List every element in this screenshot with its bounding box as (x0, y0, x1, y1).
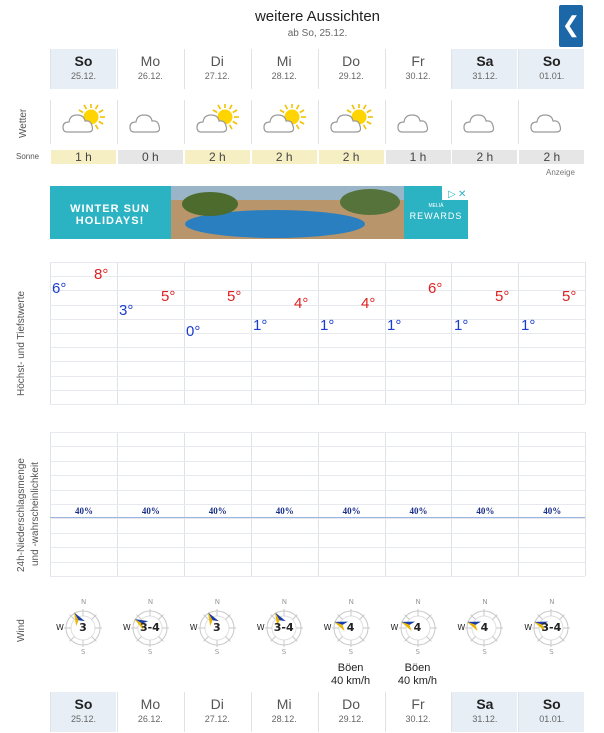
gust-value: 40 km/h (331, 675, 371, 687)
wind-row (50, 596, 585, 691)
compass-n: N (147, 598, 154, 606)
max-temp: 6° (428, 280, 443, 297)
ad-brand: REWARDS (409, 211, 463, 221)
day-name: So (542, 696, 561, 712)
grid-line (50, 347, 585, 348)
compass-n: N (482, 598, 488, 606)
max-temp: 4° (294, 295, 309, 312)
compass-w: W (256, 623, 265, 632)
wind-force: 4 (413, 621, 422, 634)
precip-baseline (50, 517, 585, 518)
compass-n: N (549, 598, 555, 606)
compass-w: W (457, 623, 466, 632)
day-header-bottom (50, 692, 585, 732)
precip-probability: 40% (275, 506, 294, 516)
day-cell[interactable] (117, 692, 183, 732)
day-cell[interactable] (251, 49, 317, 89)
wind-cell (451, 596, 517, 666)
sunshine-value: 2 h (184, 150, 250, 164)
day-cell[interactable] (385, 692, 451, 732)
wind-force: 3-4 (273, 621, 294, 634)
sun-cloud-icon (195, 104, 241, 143)
cloud-icon (462, 104, 508, 143)
day-name: Mi (276, 696, 292, 712)
precip-probability: 40% (409, 506, 428, 516)
precip-probability: 40% (543, 506, 562, 516)
day-header-top (50, 49, 585, 89)
day-name: Sa (476, 696, 494, 712)
day-cell[interactable] (451, 49, 517, 89)
day-date: 30.12. (405, 714, 431, 724)
wind-force: 3-4 (139, 621, 160, 634)
row-label-wind: Wind (16, 619, 27, 642)
day-cell[interactable] (451, 692, 517, 732)
compass-s: S (81, 648, 86, 656)
max-temp: 4° (361, 295, 376, 312)
compass-w: W (323, 623, 332, 632)
max-temp: 5° (562, 288, 577, 305)
wind-cell (117, 596, 183, 666)
max-temp: 8° (94, 266, 109, 283)
cloud-icon (396, 104, 442, 143)
row-label-sonne: Sonne (16, 152, 40, 161)
compass-s: S (348, 648, 354, 656)
grid-line (50, 446, 585, 447)
precip-probability: 40% (75, 506, 93, 516)
day-cell[interactable] (318, 692, 384, 732)
back-button[interactable] (559, 5, 583, 47)
day-name: Fr (411, 53, 425, 69)
wind-force: 3 (212, 621, 221, 634)
day-name: Mo (140, 53, 161, 69)
day-name: So (74, 696, 93, 712)
wind-force: 4 (480, 621, 489, 634)
weather-cell (50, 100, 116, 144)
min-temp: 6° (52, 280, 67, 297)
min-temp: 1° (320, 317, 335, 334)
wind-force: 3 (79, 621, 87, 634)
page-title: weitere Aussichten (254, 8, 381, 25)
sunshine-value: 2 h (251, 150, 317, 164)
precip-probability: 40% (342, 506, 361, 516)
row-label-precip-2: und -wahrscheinlichkeit (30, 462, 41, 566)
min-temp: 0° (186, 323, 201, 340)
grid-line (585, 262, 586, 404)
compass-w: W (189, 623, 198, 632)
min-temp: 1° (454, 317, 469, 334)
wind-cell (318, 596, 384, 666)
weather-cell (117, 100, 183, 144)
day-date: 25.12. (70, 714, 97, 724)
day-date: 29.12. (338, 714, 364, 724)
grid-line (50, 432, 585, 433)
sunshine-value: 1 h (385, 150, 451, 164)
day-cell[interactable] (251, 692, 317, 732)
day-name: So (542, 53, 561, 69)
grid-line (50, 390, 585, 391)
sunshine-row (50, 150, 585, 164)
grid-line (50, 562, 585, 563)
grid-line (50, 376, 585, 377)
day-cell[interactable] (385, 49, 451, 89)
compass-n: N (214, 598, 221, 606)
day-name: Di (210, 53, 224, 69)
svg-text:▷: ▷ (448, 189, 456, 200)
row-label-wetter: Wetter (18, 108, 29, 138)
day-date: 29.12. (338, 71, 364, 81)
ad-brand-small: MELIÁ (428, 203, 444, 209)
gust-label: Böen (404, 662, 431, 674)
compass-s: S (549, 648, 554, 656)
sun-cloud-icon (262, 104, 308, 143)
day-date: 28.12. (271, 714, 297, 724)
compass-w: W (390, 623, 399, 632)
day-name: Do (342, 53, 361, 69)
weather-cell (318, 100, 384, 144)
compass-s: S (415, 648, 420, 656)
grid-line (50, 576, 585, 577)
grid-line (50, 361, 585, 362)
sunshine-value: 0 h (117, 150, 183, 164)
wind-cell (50, 596, 116, 666)
wind-cell (184, 596, 250, 666)
wind-cell (251, 596, 317, 666)
weather-icon-row (50, 100, 585, 144)
compass-n: N (81, 598, 87, 606)
min-temp: 1° (387, 317, 402, 334)
day-cell[interactable] (117, 49, 183, 89)
grid-line (50, 490, 585, 491)
sunshine-value: 2 h (518, 150, 584, 164)
grid-line (50, 262, 585, 263)
precip-probability: 40% (208, 506, 227, 516)
day-name: Mo (140, 696, 161, 712)
day-name: Sa (476, 53, 494, 69)
day-date: 30.12. (405, 71, 431, 81)
grid-line (50, 518, 585, 519)
weather-cell (451, 100, 517, 144)
grid-line (50, 333, 585, 334)
compass-n: N (348, 598, 354, 606)
advertisement-banner[interactable] (50, 186, 468, 239)
day-name: Fr (411, 696, 425, 712)
grid-line (50, 547, 585, 548)
cloud-icon (529, 104, 575, 143)
day-date: 25.12. (70, 71, 97, 81)
precip-probability: 40% (141, 506, 160, 516)
compass-w: W (122, 623, 131, 632)
day-date: 26.12. (137, 714, 163, 724)
grid-line (50, 504, 585, 505)
sunshine-value: 1 h (50, 150, 116, 164)
compass-w: W (524, 623, 533, 632)
weather-cell (251, 100, 317, 144)
day-date: 27.12. (204, 71, 230, 81)
day-name: Di (210, 696, 224, 712)
day-date: 27.12. (204, 714, 230, 724)
max-temp: 5° (161, 288, 176, 305)
day-cell[interactable] (318, 49, 384, 89)
day-date: 01.01. (539, 714, 565, 724)
wind-cell (385, 596, 451, 666)
day-date: 31.12. (472, 71, 498, 81)
row-label-precip-1: 24h-Niederschlagsmenge (16, 458, 27, 572)
precipitation-chart (50, 432, 585, 578)
day-cell[interactable] (184, 49, 250, 89)
day-name: Mi (276, 53, 292, 69)
day-cell[interactable] (50, 692, 116, 732)
grid-line (585, 432, 586, 576)
weather-cell (184, 100, 250, 144)
day-date: 31.12. (472, 714, 498, 724)
max-temp: 5° (227, 288, 242, 305)
min-temp: 1° (521, 317, 536, 334)
page-subtitle: ab So, 25.12. (287, 28, 348, 39)
day-date: 26.12. (137, 71, 163, 81)
wind-force: 3-4 (541, 621, 562, 634)
sun-cloud-icon (329, 104, 375, 143)
day-date: 01.01. (539, 71, 565, 81)
day-name: So (74, 53, 93, 69)
precip-probability: 40% (476, 506, 495, 516)
grid-line (50, 533, 585, 534)
min-temp: 1° (253, 317, 268, 334)
chevron-left-icon: ❮ (561, 12, 581, 37)
compass-n: N (415, 598, 421, 606)
gust-value: 40 km/h (397, 675, 438, 687)
day-name: Do (342, 696, 361, 712)
compass-s: S (214, 648, 220, 656)
sunshine-value: 2 h (451, 150, 517, 164)
day-cell[interactable] (518, 692, 584, 732)
wind-cell (518, 596, 584, 666)
day-cell[interactable] (518, 49, 584, 89)
day-date: 28.12. (271, 71, 297, 81)
grid-line (50, 276, 585, 277)
compass-n: N (281, 598, 287, 606)
compass-s: S (147, 648, 153, 656)
ad-headline: WINTER SUN HOLIDAYS! (70, 203, 150, 227)
grid-line (50, 461, 585, 462)
grid-line (50, 404, 585, 405)
day-cell[interactable] (50, 49, 116, 89)
compass-s: S (482, 648, 487, 656)
min-temp: 3° (119, 302, 134, 319)
compass-w: W (56, 623, 64, 632)
grid-line (50, 475, 585, 476)
svg-text:✕: ✕ (458, 189, 467, 200)
max-temp: 5° (495, 288, 510, 305)
weather-cell (518, 100, 584, 144)
cloud-icon (128, 104, 174, 143)
sunshine-value: 2 h (318, 150, 384, 164)
temperature-chart (50, 262, 585, 407)
weather-cell (385, 100, 451, 144)
gust-label: Böen (337, 662, 364, 674)
sun-cloud-icon (61, 104, 107, 143)
ad-label: Anzeige (546, 168, 575, 177)
wind-force: 4 (346, 621, 355, 634)
compass-s: S (281, 648, 287, 656)
day-cell[interactable] (184, 692, 250, 732)
row-label-temperatures: Höchst- und Tiefstwerte (16, 290, 27, 396)
